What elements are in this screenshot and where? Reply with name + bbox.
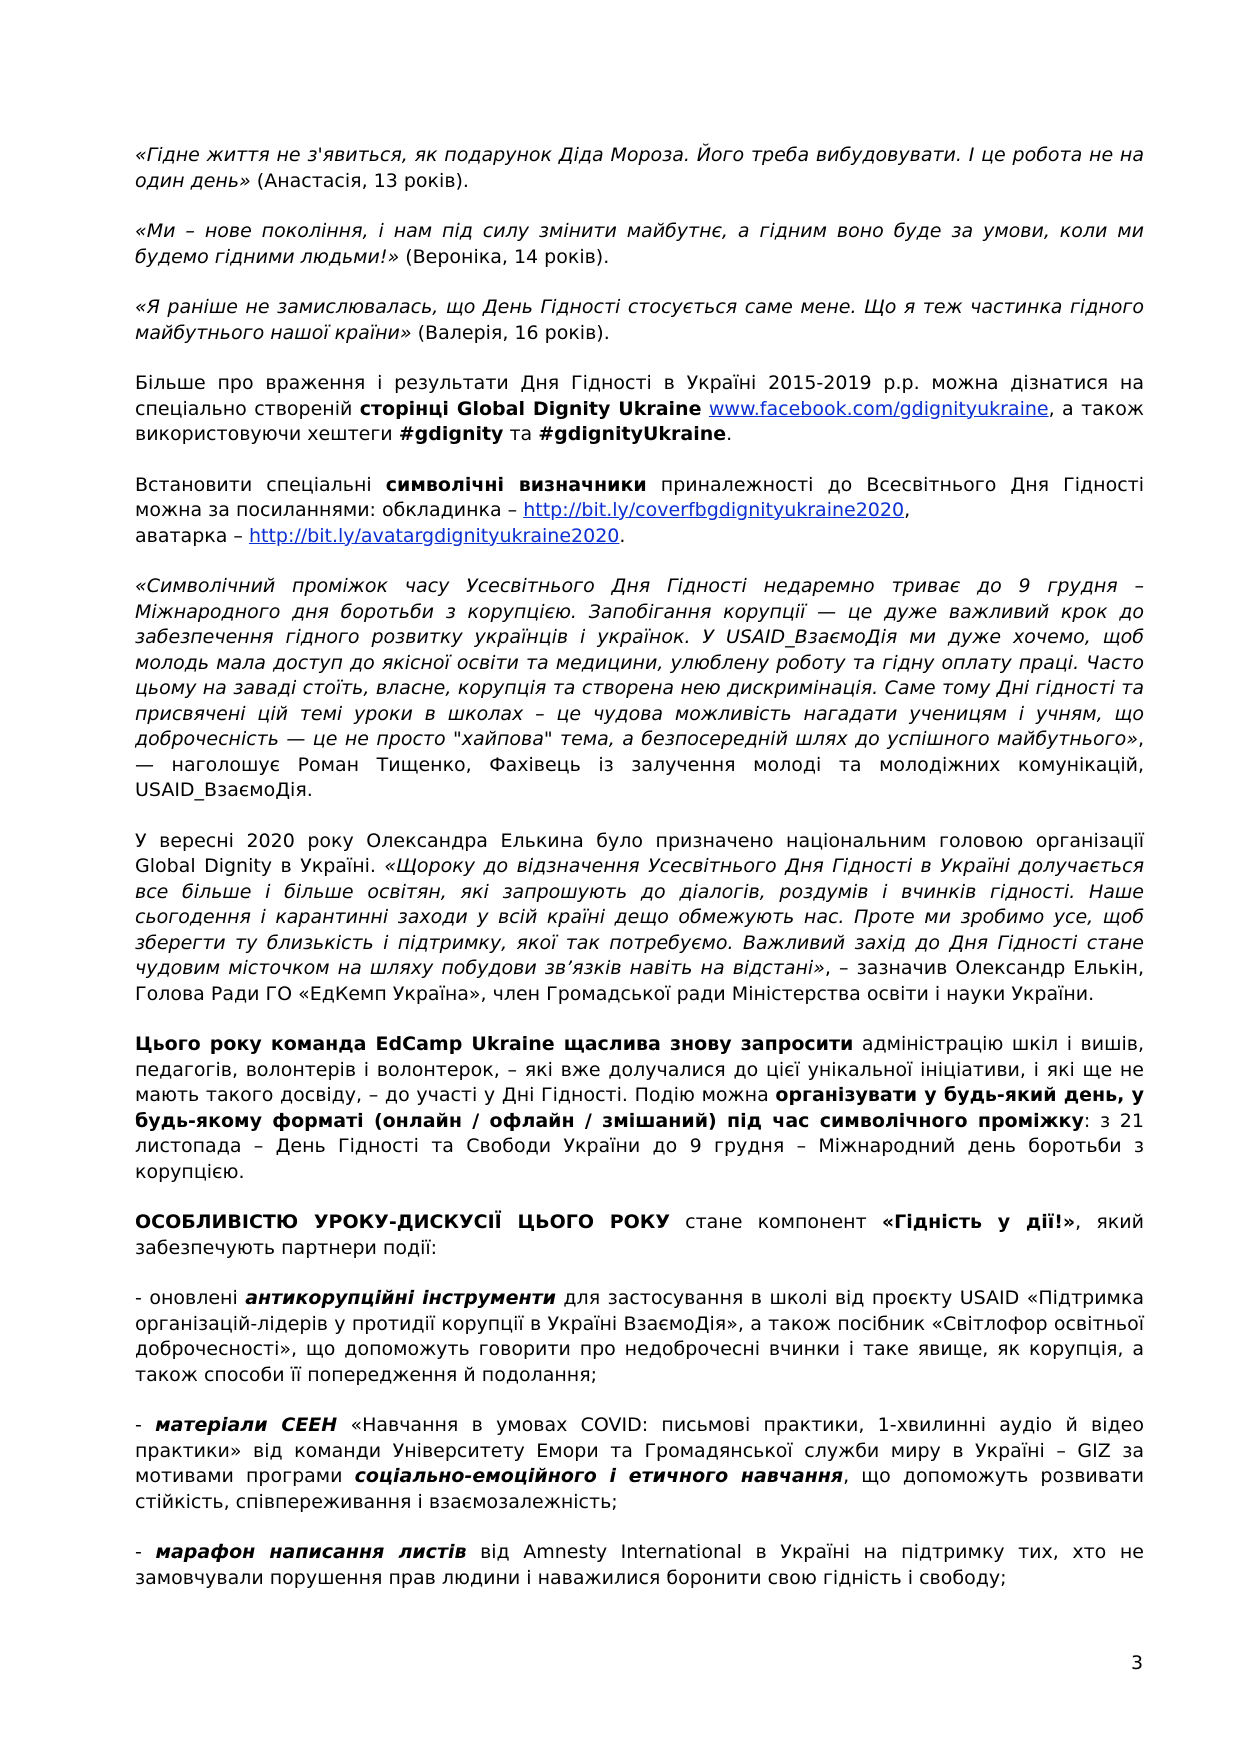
paragraph-text: - bbox=[135, 1414, 156, 1436]
quote-text: «Я раніше не замислювалась, що День Гідності стосується саме мене. Що я теж частинка гідного майбутнього нашої країни» bbox=[135, 296, 1144, 344]
quote-attribution: , — наголошує Роман Тищенко, Фахівець із залучення молоді та молодіжних комунікацій, USAID_ВзаємоДія. bbox=[135, 728, 1144, 801]
paragraph-text: . bbox=[726, 423, 733, 445]
quote-text: «Ми – нове покоління, і нам під силу змінити майбутнє, а гідним воно буде за умови, коли ми будемо гідними людьми!» bbox=[135, 220, 1144, 268]
dignity-in-action-bold: «Гідність у дії!» bbox=[881, 1211, 1076, 1233]
page-name-bold: сторінці Global Dignity Ukraine bbox=[359, 397, 702, 420]
sel-learning-bold: соціально-емоційного і етичного навчання bbox=[354, 1465, 844, 1487]
facebook-link[interactable]: www.facebook.com/gdignityukraine bbox=[708, 397, 1049, 420]
quote-text: «Гідне життя не з'явиться, як подарунок Діда Мороза. Його треба вибудовувати. І це робота не на один день» bbox=[135, 144, 1144, 192]
paragraph-text: , який забезпечують партнери події: bbox=[135, 1211, 1144, 1259]
results-paragraph bbox=[135, 371, 1144, 448]
document-page bbox=[135, 143, 1144, 1616]
anticorruption-tools-bold: антикорупційні інструменти bbox=[245, 1287, 556, 1309]
quote-attribution: , – зазначив Олександр Елькін, Голова Ради ГО «ЕдКемп Україна», член Громадської ради Міністерства освіти і науки України. bbox=[135, 957, 1144, 1005]
invitation-bold: Цього року команда EdCamp Ukraine щаслива знову запросити bbox=[135, 1033, 854, 1055]
paragraph-text: , що допоможуть розвивати стійкість, співпереживання і взаємозалежність; bbox=[135, 1465, 1145, 1513]
paragraph-text: «Навчання в умовах COVID: письмові практики, 1-хвилинні аудіо й відео практики» від команди Університету Емори та Громадянської служби миру в Україні – GIZ за мотивами програми bbox=[135, 1414, 1144, 1487]
elkin-quote-paragraph bbox=[135, 829, 1144, 1008]
paragraph-text: Більше про враження і результати Дня Гідності в Україні 2015-2019 р.р. можна дізнатися на спеціально створеній bbox=[135, 372, 1144, 420]
paragraph-text: Встановити спеціальні bbox=[135, 473, 386, 496]
paragraph-text: для застосування в школі від проєкту USAID «Підтримка організацій-лідерів у протидії корупції в Україні ВзаємоДія», а також посібник «Світлофор освітньої доброчесності», що допоможуть говорити про недоброчесні вчинки і таке явище, як корупція, а також способи її попередження й подолання; bbox=[135, 1287, 1144, 1386]
paragraph-text: від Amnesty International в Україні на підтримку тих, хто не замовчували порушення прав людини і наважилися боронити свою гідність і свободу; bbox=[135, 1541, 1144, 1589]
hashtag-gdignityukraine: #gdignityUkraine bbox=[538, 423, 727, 445]
paragraph-text: та bbox=[503, 423, 539, 445]
quote-attribution: (Валерія, 16 років). bbox=[411, 321, 610, 344]
avatar-link[interactable]: http://bit.ly/avatargdignityukraine2020 bbox=[248, 524, 620, 547]
cover-link[interactable]: http://bit.ly/coverfbgdignityukraine2020 bbox=[523, 499, 905, 521]
page-number: 3 bbox=[1131, 1652, 1144, 1674]
paragraph-text: У вересні 2020 року Олександра Елькина було призначено національним головою організації Global Dignity в Україні. bbox=[135, 829, 1144, 877]
usaid-quote-paragraph bbox=[135, 574, 1144, 804]
paragraph-text: стане компонент bbox=[669, 1211, 882, 1233]
paragraph-text: адміністрацію шкіл і вишів, педагогів, волонтерів і волонтерок, – які вже долучалися до цієї унікальної ініціативи, і які ще не мають такого досвіду, – до участі у Дні Гідності. Подію можна bbox=[135, 1033, 1144, 1106]
quote-text: «Щороку до відзначення Усесвітнього Дня Гідності в Україні долучається все більше і більше освітян, які запрошують до діалогів, роздумів і вчинків гідності. Наше сьогодення і карантинні заходи у всій країні дещо обмежують нас. Проте ми зробимо усе, щоб зберегти ту близькість і підтримку, якої так потребуємо. Важливий захід до Дня Гідності стане чудовим місточком на шляху побудови зв’язків навіть на відстані» bbox=[135, 855, 1144, 979]
paragraph-text: приналежності до Всесвітнього Дня Гідності можна за посиланнями: обкладинка – bbox=[135, 473, 1144, 521]
symbols-paragraph bbox=[135, 473, 1144, 550]
quote-attribution: (Анастасія, 13 років). bbox=[250, 169, 469, 192]
format-bold: організувати у будь-який день, у будь-якому форматі (онлайн / офлайн / змішаний) під час символічного проміжку bbox=[135, 1084, 1144, 1132]
paragraph-text: . bbox=[619, 524, 626, 547]
paragraph-text: аватарка – bbox=[135, 524, 249, 547]
paragraph-text: , bbox=[904, 499, 911, 521]
paragraph-text bbox=[701, 398, 708, 420]
quote-text: «Символічний проміжок часу Усесвітнього Дня Гідності недаремно триває до 9 грудня – Міжнародного дня боротьби з корупцією. Запобігання корупції — це дуже важливий крок до забезпечення гідного розвитку українців і українок. У USAID_ВзаємоДія ми дуже хочемо, щоб молодь мала доступ до якісної освіти та медицини, улюблену роботу та гідну оплату праці. Часто цьому на заваді стоїть, власне, корупція та створена нею дискримінація. Саме тому Дні гідності та присвячені цій темі уроки в школах – це чудова можливість нагадати ученицям і учням, що доброчесність — це не просто "хайпова" тема, а безпосередній шлях до успішного майбутнього» bbox=[135, 575, 1144, 750]
paragraph-text: , а також використовуючи хештеги bbox=[135, 397, 1144, 445]
paragraph-text: : з 21 листопада – День Гідності та Свободи України до 9 грудня – Міжнародний день боротьби з корупцією. bbox=[135, 1109, 1144, 1183]
feature-paragraph bbox=[135, 1210, 1144, 1261]
letter-marathon-bold: марафон написання листів bbox=[155, 1541, 467, 1563]
paragraph-text: - bbox=[135, 1541, 156, 1563]
hashtag-gdignity: #gdignity bbox=[398, 423, 504, 445]
quote-attribution: (Вероніка, 14 років). bbox=[399, 245, 610, 268]
symbols-bold: символічні визначники bbox=[385, 473, 647, 496]
list-item-anticorruption bbox=[135, 1286, 1144, 1388]
quote-paragraph-veronika bbox=[135, 219, 1144, 270]
feature-heading-bold: ОСОБЛИВІСТЮ УРОКУ-ДИСКУСІЇ ЦЬОГО РОКУ bbox=[135, 1211, 670, 1233]
edcamp-invitation-paragraph bbox=[135, 1032, 1144, 1185]
paragraph-text: - оновлені bbox=[135, 1287, 246, 1309]
quote-paragraph-anastasia bbox=[135, 143, 1144, 194]
quote-paragraph-valeriia bbox=[135, 295, 1144, 346]
list-item-seen bbox=[135, 1413, 1144, 1515]
seen-materials-bold: матеріали СЕЕН bbox=[155, 1414, 338, 1436]
list-item-marathon bbox=[135, 1540, 1144, 1591]
